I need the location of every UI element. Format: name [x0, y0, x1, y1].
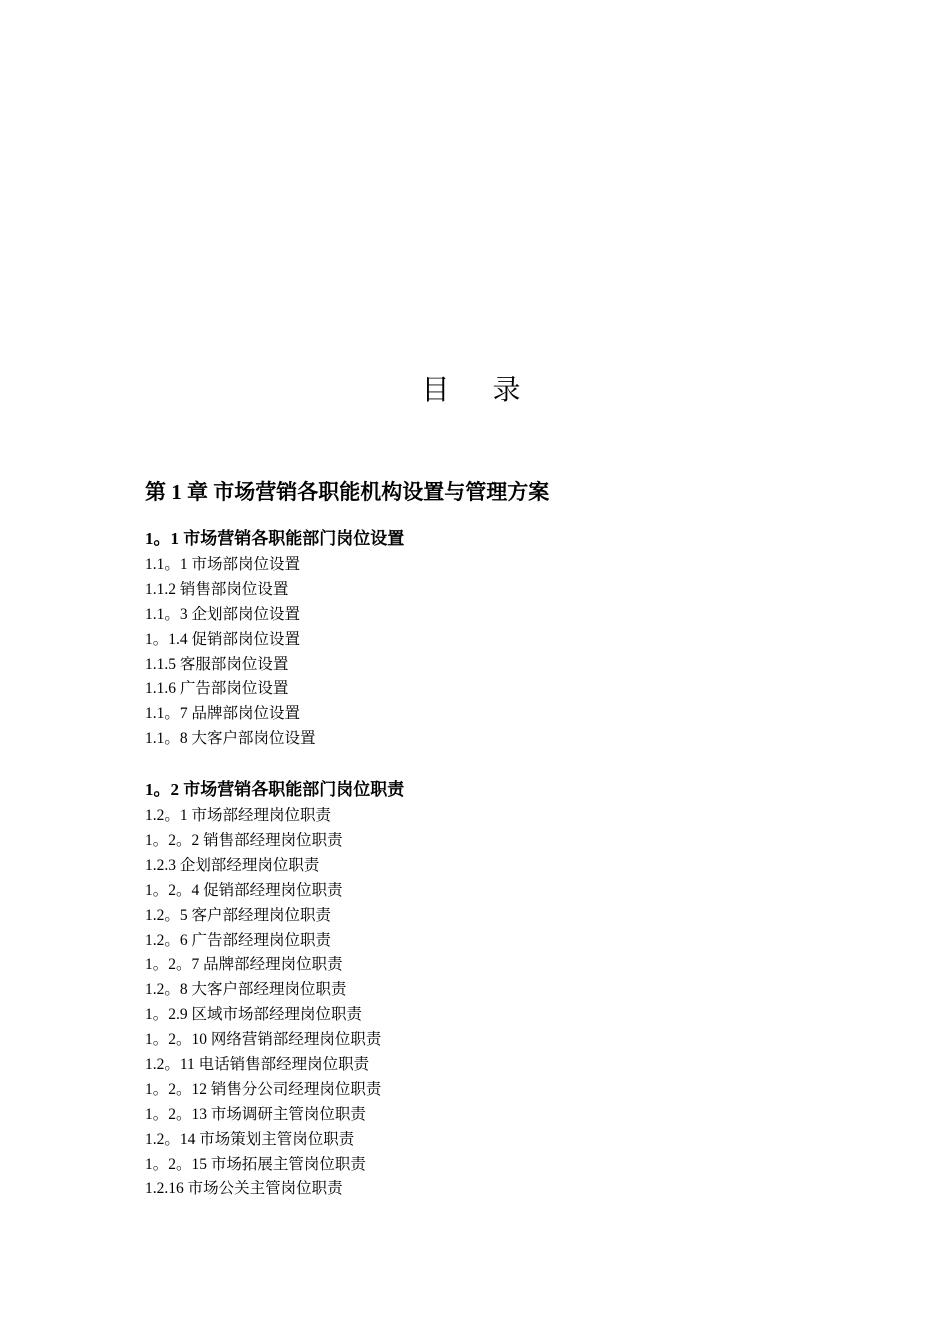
toc-item: 1.1。8 大客户部岗位设置: [145, 730, 316, 748]
toc-item: 1。2。7 品牌部经理岗位职责: [145, 956, 343, 974]
toc-item: 1.2。14 市场策划主管岗位职责: [145, 1130, 355, 1148]
chapter-heading: 第 1 章 市场营销各职能机构设置与管理方案: [145, 480, 550, 504]
toc-item: 1.2。1 市场部经理岗位职责: [145, 807, 332, 825]
toc-item: 1.1。7 品牌部岗位设置: [145, 705, 301, 723]
toc-item: 1.1.6 广告部岗位设置: [145, 680, 289, 698]
toc-item: 1.2.3 企划部经理岗位职责: [145, 856, 320, 874]
toc-item: 1.2。11 电话销售部经理岗位职责: [145, 1056, 370, 1074]
toc-item: 1。2。2 销售部经理岗位职责: [145, 832, 343, 850]
toc-item: 1.2。5 客户部经理岗位职责: [145, 906, 332, 924]
toc-item: 1。2.9 区域市场部经理岗位职责: [145, 1006, 363, 1024]
toc-item: 1.1.2 销售部岗位设置: [145, 580, 289, 598]
toc-section-1-1: [145, 525, 845, 752]
toc-item: 1.2.16 市场公关主管岗位职责: [145, 1180, 343, 1198]
toc-item: 1.1。1 市场部岗位设置: [145, 556, 301, 573]
toc-item: 1。1.4 促销部岗位设置: [145, 630, 301, 648]
toc-item: 1。2。13 市场调研主管岗位职责: [145, 1105, 366, 1123]
toc-item: 1。2。12 销售分公司经理岗位职责: [145, 1080, 382, 1098]
toc-item: 1.1。3 企划部岗位设置: [145, 605, 301, 623]
toc-title: 目 录: [421, 375, 539, 406]
toc-content: [145, 476, 845, 1202]
toc-item: 1。2。10 网络营销部经理岗位职责: [145, 1031, 382, 1049]
toc-section-1-2: [145, 776, 845, 1202]
toc-item: 1。2。15 市场拓展主管岗位职责: [145, 1155, 366, 1173]
section-heading: 1。1 市场营销各职能部门岗位设置: [145, 529, 405, 548]
toc-item: 1.2。8 大客户部经理岗位职责: [145, 981, 347, 999]
toc-item: 1.1.5 客服部岗位设置: [145, 655, 289, 673]
section-heading: 1。2 市场营销各职能部门岗位职责: [145, 780, 405, 800]
toc-item: 1。2。4 促销部经理岗位职责: [145, 881, 343, 899]
toc-item: 1.2。6 广告部经理岗位职责: [145, 931, 332, 949]
